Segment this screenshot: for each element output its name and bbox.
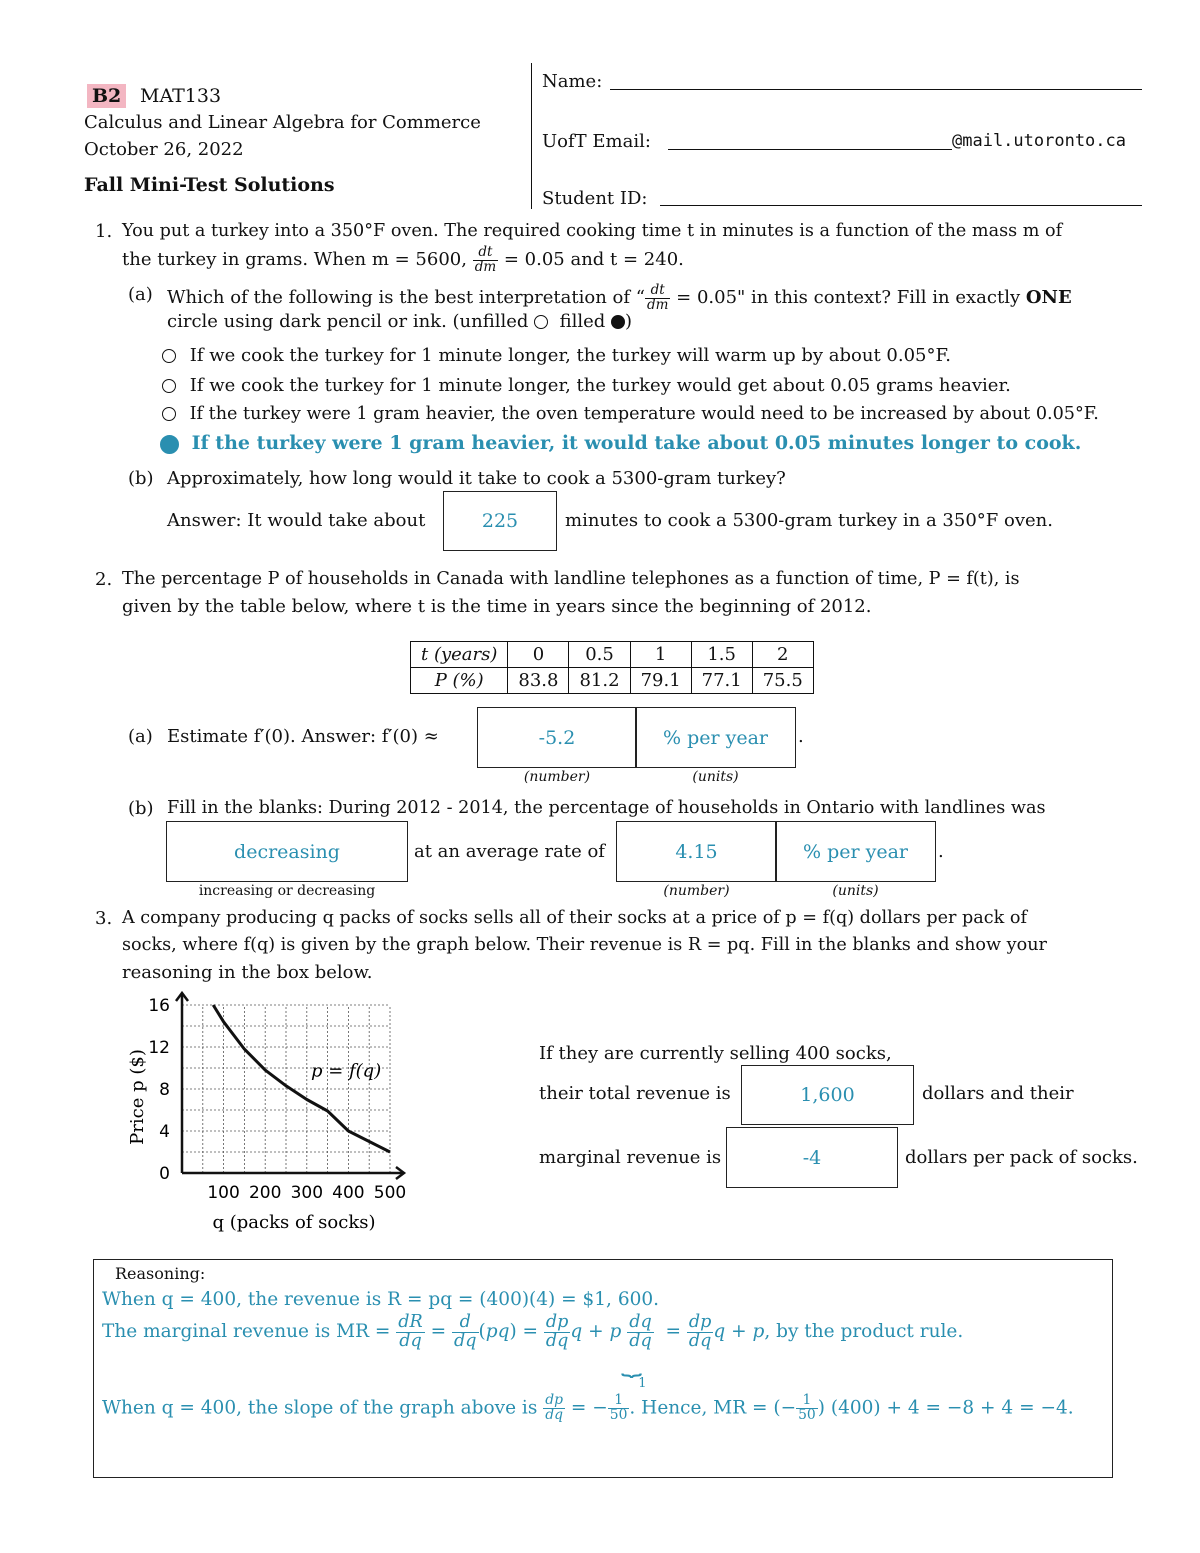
reasoning-box[interactable] bbox=[93, 1259, 1113, 1478]
q1b-answer-box[interactable]: 225 bbox=[443, 491, 557, 551]
table-cell: 0.5 bbox=[569, 642, 630, 668]
table-cell: 75.5 bbox=[752, 668, 813, 694]
x-tick-label: 100 bbox=[207, 1183, 240, 1203]
x-tick-label: 200 bbox=[248, 1183, 282, 1203]
q1a-label: (a) bbox=[128, 284, 153, 305]
slope-dp-dq-fraction: $\frac{dp}{dq}$ bbox=[545, 1392, 563, 1423]
exam-date: October 26, 2022 bbox=[84, 139, 244, 160]
q1-option-4-selected[interactable] bbox=[160, 432, 1081, 454]
table-cell: 83.8 bbox=[508, 668, 569, 694]
q1a-text-2: = 0.05" in this context? Fill in exactly bbox=[676, 287, 1021, 308]
q2b-number-box[interactable]: 4.15 bbox=[616, 821, 777, 882]
revenue-box[interactable]: 1,600 bbox=[741, 1065, 914, 1125]
reasoning-line3-suffix: . Hence, MR = (− bbox=[629, 1397, 797, 1419]
reasoning-line1: When q = 400, the revenue is R = pq = (400)(4) = $1, 600. bbox=[102, 1289, 660, 1310]
reasoning-line2: The marginal revenue is MR = $\frac{dR}{dq}$ = $\frac{d}{dq}$ (pq) = $\frac{dp}{dq}$ q + p $\frac{dq}{dq}$ ⏟ 1 = $\frac{dp}{dq}$ q + p, by the product rule. bbox=[102, 1312, 964, 1391]
q1a-text-line2-a: circle using dark pencil or ink. (unfilled bbox=[167, 311, 529, 332]
q2b-units-box[interactable]: % per year bbox=[775, 821, 936, 882]
q2a-period: . bbox=[798, 726, 804, 747]
q2-stem-line2: given by the table below, where t is the time in years since the beginning of 2012. bbox=[122, 596, 872, 617]
filled-circle-icon bbox=[611, 315, 625, 329]
q1b-answer-suffix: minutes to cook a 5300-gram turkey in a 350°F oven. bbox=[565, 510, 1053, 531]
dR-dq-fraction: $\frac{dR}{dq}$ bbox=[398, 1312, 423, 1351]
dq-dq-fraction: $\frac{dq}{dq}$ bbox=[629, 1312, 652, 1351]
q1-stem-line2-a: the turkey in grams. When m = 5600, bbox=[122, 249, 467, 270]
q3-fill-line3: marginal revenue is bbox=[539, 1147, 722, 1168]
underbrace-value: 1 bbox=[638, 1376, 647, 1391]
email-field[interactable] bbox=[668, 149, 952, 150]
marginal-revenue-box[interactable]: -4 bbox=[726, 1127, 898, 1188]
dp-dq-fraction: $\frac{dp}{dq}$ bbox=[545, 1312, 569, 1351]
q1-number: 1. bbox=[95, 221, 113, 242]
q2-stem-line1: The percentage P of households in Canada with landline telephones as a function of time, P = f(t), is bbox=[122, 569, 1020, 589]
q3-fill-line3-suffix: dollars per pack of socks. bbox=[905, 1147, 1138, 1168]
q1a-filled-label: filled bbox=[559, 311, 606, 332]
q1-stem-line2-b: = 0.05 and t = 240. bbox=[503, 249, 684, 270]
q2b-units-caption: (units) bbox=[832, 883, 879, 899]
reasoning-line3 bbox=[102, 1394, 1074, 1423]
q3-stem-line2: socks, where f(q) is given by the graph below. Their revenue is R = pq. Fill in the blanks and show your bbox=[122, 935, 1047, 955]
q1-stem-line2 bbox=[122, 246, 684, 274]
q2b-text: Fill in the blanks: During 2012 - 2014, the percentage of households in Ontario with landlines was bbox=[167, 798, 1046, 818]
option-text: If we cook the turkey for 1 minute longer, the turkey would get about 0.05 grams heavier. bbox=[189, 375, 1011, 396]
q2a-number-box[interactable]: -5.2 bbox=[477, 707, 637, 768]
landline-table bbox=[410, 641, 814, 694]
x-tick-label: 500 bbox=[373, 1183, 407, 1203]
q3-fill-line2-suffix: dollars and their bbox=[922, 1083, 1074, 1104]
table-cell: 77.1 bbox=[691, 668, 752, 694]
version-badge: B2 bbox=[87, 84, 126, 108]
header-divider bbox=[531, 63, 532, 209]
q2b-trend-caption: increasing or decreasing bbox=[198, 883, 376, 899]
underbrace-icon: ⏟ bbox=[621, 1352, 643, 1377]
q2a-units-box[interactable]: % per year bbox=[635, 707, 796, 768]
q1b-answer-prefix: Answer: It would take about bbox=[167, 510, 426, 531]
table-row bbox=[411, 668, 814, 694]
reasoning-line2-suffix: , by the product rule. bbox=[764, 1321, 964, 1343]
option-radio-icon[interactable] bbox=[162, 379, 176, 393]
q1-option-1[interactable] bbox=[162, 345, 951, 366]
course-code: MAT133 bbox=[140, 85, 222, 107]
option-text: If the turkey were 1 gram heavier, it would take about 0.05 minutes longer to cook. bbox=[191, 432, 1082, 454]
dq-dq-brace bbox=[621, 1312, 654, 1391]
reasoning-line2-prefix: The marginal revenue is MR = bbox=[102, 1321, 391, 1343]
x-axis-label: q (packs of socks) bbox=[212, 1212, 376, 1233]
q2a-label: (a) bbox=[128, 726, 153, 747]
q1b-text: Approximately, how long would it take to cook a 5300-gram turkey? bbox=[167, 468, 786, 489]
q3-fill-line2: their total revenue is bbox=[539, 1083, 731, 1104]
q2a-text: Estimate f′(0). Answer: f′(0) ≈ bbox=[167, 726, 439, 747]
option-text: If the turkey were 1 gram heavier, the oven temperature would need to be increased by about 0.05°F. bbox=[189, 404, 1099, 424]
table-header-cell: t (years) bbox=[411, 642, 508, 668]
q1a-text-1: Which of the following is the best interpretation of “ bbox=[167, 287, 645, 308]
y-tick-label: 0 bbox=[159, 1164, 170, 1184]
y-axis-label: Price p ($) bbox=[127, 1049, 148, 1145]
q2b-period: . bbox=[938, 841, 944, 862]
one-over-fifty-fraction-2: $\frac{1}{50}$ bbox=[798, 1392, 816, 1423]
reasoning-line3-end: ) (400) + 4 = −8 + 4 = −4. bbox=[817, 1397, 1074, 1419]
q1-option-3[interactable] bbox=[162, 404, 1099, 424]
option-text: If we cook the turkey for 1 minute longer, the turkey will warm up by about 0.05°F. bbox=[189, 345, 951, 366]
q3-number: 3. bbox=[95, 908, 113, 929]
price-chart bbox=[110, 985, 430, 1240]
y-tick-label: 8 bbox=[159, 1080, 170, 1100]
table-cell: 2 bbox=[752, 642, 813, 668]
q3-stem-line3: reasoning in the box below. bbox=[122, 962, 373, 983]
student-id-label: Student ID: bbox=[542, 188, 648, 209]
option-radio-icon[interactable] bbox=[162, 349, 176, 363]
reasoning-line3-prefix: When q = 400, the slope of the graph above is bbox=[102, 1397, 538, 1419]
q3-stem-line1: A company producing q packs of socks sells all of their socks at a price of p = f(q) dollars per pack of bbox=[122, 908, 1027, 928]
q2a-number-caption: (number) bbox=[523, 769, 591, 785]
q2b-number-caption: (number) bbox=[663, 883, 730, 899]
option-radio-icon[interactable] bbox=[162, 407, 176, 421]
table-cell: 1.5 bbox=[691, 642, 752, 668]
table-cell: 1 bbox=[630, 642, 691, 668]
one-over-fifty-fraction: $\frac{1}{50}$ bbox=[609, 1392, 628, 1423]
q1b-label: (b) bbox=[128, 468, 154, 489]
table-cell: 81.2 bbox=[569, 668, 630, 694]
q2-number: 2. bbox=[95, 569, 113, 590]
page-title: Fall Mini-Test Solutions bbox=[84, 174, 335, 196]
reasoning-line3-mid: = − bbox=[570, 1397, 608, 1419]
table-cell: 0 bbox=[508, 642, 569, 668]
email-label: UofT Email: bbox=[542, 131, 651, 152]
table-cell: 79.1 bbox=[630, 668, 691, 694]
y-tick-label: 16 bbox=[148, 996, 170, 1016]
name-label: Name: bbox=[542, 71, 603, 92]
x-tick-label: 300 bbox=[290, 1183, 324, 1203]
q2b-trend-box[interactable]: decreasing bbox=[166, 821, 408, 882]
x-tick-label: 400 bbox=[332, 1183, 365, 1203]
q1a-one: ONE bbox=[1025, 287, 1072, 308]
dp-dq-fraction-2: $\frac{dp}{dq}$ bbox=[688, 1312, 712, 1351]
table-header-cell: P (%) bbox=[411, 668, 508, 694]
dt-dm-fraction-2: $\frac{dt}{dm}$ bbox=[646, 282, 669, 313]
y-tick-label: 4 bbox=[159, 1122, 170, 1142]
d-dq-fraction: $\frac{d}{dq}$ bbox=[454, 1312, 477, 1351]
selected-radio-icon[interactable] bbox=[160, 435, 179, 454]
y-tick-label: 12 bbox=[148, 1038, 170, 1058]
name-field[interactable] bbox=[610, 89, 1142, 90]
q1-option-2[interactable] bbox=[162, 375, 1011, 396]
q2a-units-caption: (units) bbox=[692, 769, 739, 785]
email-suffix: @mail.utoronto.ca bbox=[952, 131, 1126, 151]
q1-stem-line1: You put a turkey into a 350°F oven. The required cooking time t in minutes is a function of the mass m of bbox=[122, 221, 1063, 241]
q3-fill-line1: If they are currently selling 400 socks, bbox=[539, 1043, 892, 1064]
dt-dm-fraction: $\frac{dt}{dm}$ bbox=[474, 244, 497, 275]
course-name: Calculus and Linear Algebra for Commerce bbox=[84, 112, 481, 133]
q2b-label: (b) bbox=[128, 798, 154, 819]
unfilled-circle-icon bbox=[534, 315, 548, 329]
table-row bbox=[411, 642, 814, 668]
student-id-field[interactable] bbox=[660, 205, 1142, 206]
q1a-text-line2: circle using dark pencil or ink. (unfilled filled ) bbox=[167, 311, 633, 332]
q2b-mid-text: at an average rate of bbox=[414, 841, 605, 862]
curve-label: p = f(q) bbox=[310, 1060, 382, 1082]
q1a-text bbox=[167, 284, 1072, 312]
reasoning-title: Reasoning: bbox=[115, 1264, 206, 1283]
